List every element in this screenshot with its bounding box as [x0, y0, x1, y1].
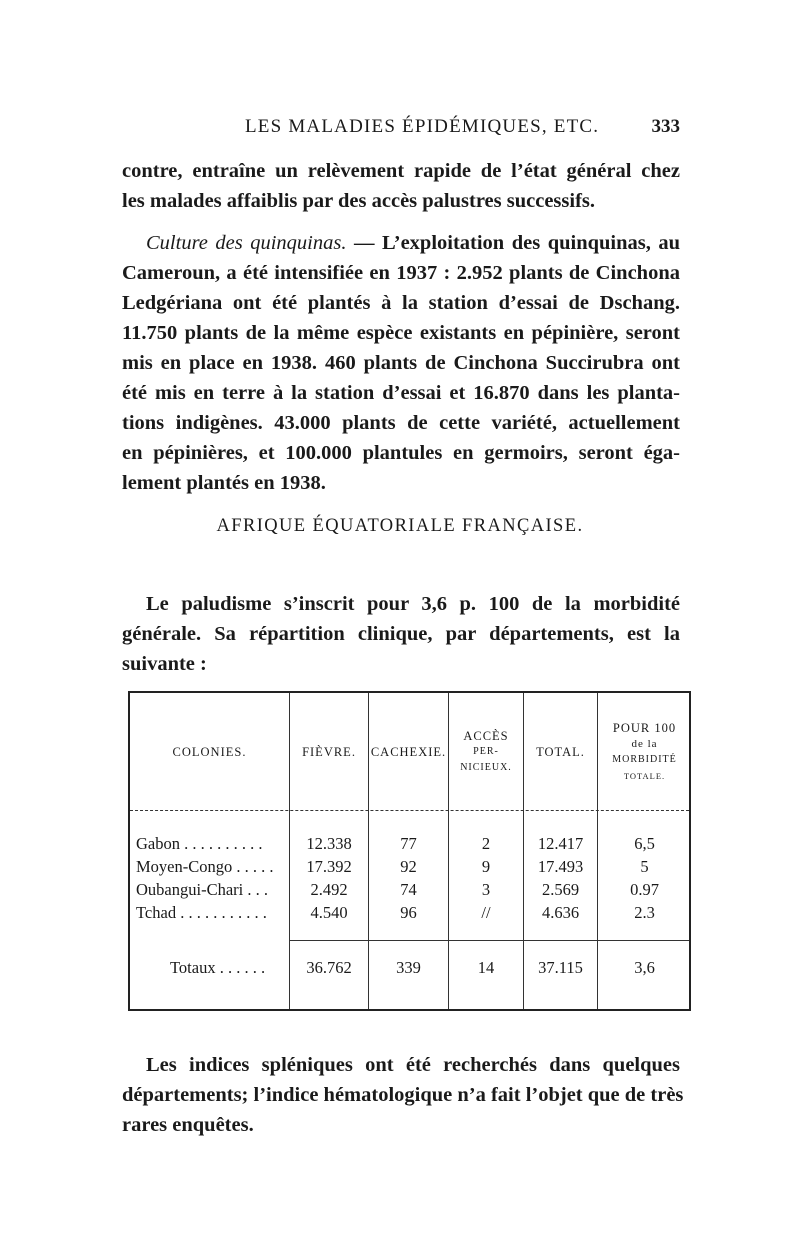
header-pour100-line: TOTALE. [623, 771, 666, 781]
text-line: les malades affaiblis par des accès palustres successifs. [122, 190, 596, 212]
table-row [130, 855, 689, 878]
header-pour-100 [598, 693, 691, 811]
cell-pct: 0.97 [630, 880, 659, 899]
totals-rule [290, 940, 689, 941]
cell-total: 2.569 [541, 880, 580, 899]
cell-totals-label: Totaux . . . . . . [170, 958, 266, 977]
cell-acces: 14 [477, 958, 495, 977]
header-colonies: COLONIES. [172, 745, 247, 759]
cell-total: 12.417 [537, 834, 584, 853]
running-head-title: LES MALADIES ÉPIDÉMIQUES, ETC. [245, 116, 600, 137]
totals-row [130, 956, 689, 979]
text-line: départements; l’indice hématologique n’a fait l’objet que de très [122, 1084, 684, 1106]
cell-pct: 2.3 [634, 903, 655, 922]
paragraph-quinine-culture [122, 228, 680, 498]
table-row [130, 878, 689, 901]
cell-total: 37.115 [538, 958, 583, 977]
text-fragment: — L’exploitation des quinquinas, au [353, 232, 680, 254]
text-line [122, 228, 680, 258]
text-line: Les indices spléniques ont été recherchés dans quelques [146, 1054, 680, 1076]
page-number: 333 [651, 116, 680, 137]
cell-pct: 5 [640, 857, 649, 876]
italic-lead: Culture des quinquinas. [146, 232, 347, 254]
paragraph-continuation [122, 156, 680, 216]
text-line: rares enquêtes. [122, 1114, 254, 1136]
header-pour100-line: de la [631, 738, 658, 750]
cell-fievre: 4.540 [310, 903, 348, 922]
header-total: TOTAL. [536, 745, 585, 759]
text-line: tions indigènes. 43.000 plants de cette variété, actuellement [122, 412, 680, 434]
cell-cachexie: 74 [400, 880, 417, 899]
running-head [110, 116, 680, 146]
cell-cachexie: 339 [396, 958, 421, 977]
cell-colony: Tchad . . . . . . . . . . . [136, 903, 267, 922]
cell-cachexie: 92 [400, 857, 417, 876]
header-pour100-line: MORBIDITÉ [612, 754, 677, 765]
malaria-table [128, 691, 691, 1011]
cell-fievre: 2.492 [310, 880, 348, 899]
header-rule [130, 810, 689, 811]
text-line: Ledgériana ont été plantés à la station d’essai de Dschang. [122, 292, 680, 314]
cell-acces: // [481, 903, 491, 922]
text-line: contre, entraîne un relèvement rapide de l’état général chez [122, 160, 680, 182]
cell-fievre: 12.338 [306, 834, 352, 853]
cell-fievre: 17.392 [306, 857, 352, 876]
table-row [130, 832, 689, 855]
text-line: Cameroun, a été intensifiée en 1937 : 2.952 plants de Cinchona [122, 262, 680, 284]
text-line: Le paludisme s’inscrit pour 3,6 p. 100 de la morbidité [146, 593, 680, 615]
cell-acces: 2 [481, 834, 491, 853]
header-acces-pernicieux [449, 693, 523, 811]
cell-cachexie: 96 [400, 903, 417, 922]
cell-acces: 3 [481, 880, 491, 899]
cell-pct: 6,5 [634, 834, 655, 853]
text-line: générale. Sa répartition clinique, par départements, est la [122, 623, 680, 645]
text-line: été mis en terre à la station d’essai et 16.870 dans les planta- [122, 382, 680, 404]
cell-cachexie: 77 [400, 834, 417, 853]
cell-total: 4.636 [541, 903, 580, 922]
paragraph-splenic-indices [122, 1050, 684, 1140]
cell-colony: Oubangui-Chari . . . [136, 880, 268, 899]
text-line: suivante : [122, 653, 207, 675]
cell-colony: Gabon . . . . . . . . . . [136, 834, 263, 853]
header-acces-line: PER- [473, 746, 499, 757]
table-row [130, 901, 689, 924]
header-cachexie: CACHEXIE. [370, 745, 447, 759]
header-pour100-line: POUR 100 [612, 721, 677, 735]
text-line: 11.750 plants de la même espèce existants en pépinière, seront [122, 322, 680, 344]
text-line: mis en place en 1938. 460 plants de Cinchona Succirubra ont [122, 352, 680, 374]
paragraph-malaria-intro [122, 589, 680, 679]
header-acces-line: ACCÈS [463, 729, 509, 743]
header-fievre: FIÈVRE. [302, 745, 356, 759]
cell-total: 17.493 [537, 857, 584, 876]
header-acces-line: NICIEUX. [460, 762, 512, 773]
section-heading: AFRIQUE ÉQUATORIALE FRANÇAISE. [216, 516, 584, 536]
cell-pct: 3,6 [634, 958, 655, 977]
text-line: en pépinières, et 100.000 plantules en germoirs, seront éga- [122, 442, 680, 464]
cell-colony: Moyen-Congo . . . . . [136, 857, 274, 876]
text-line: lement plantés en 1938. [122, 472, 326, 494]
cell-fievre: 36.762 [306, 958, 352, 977]
cell-acces: 9 [481, 857, 491, 876]
